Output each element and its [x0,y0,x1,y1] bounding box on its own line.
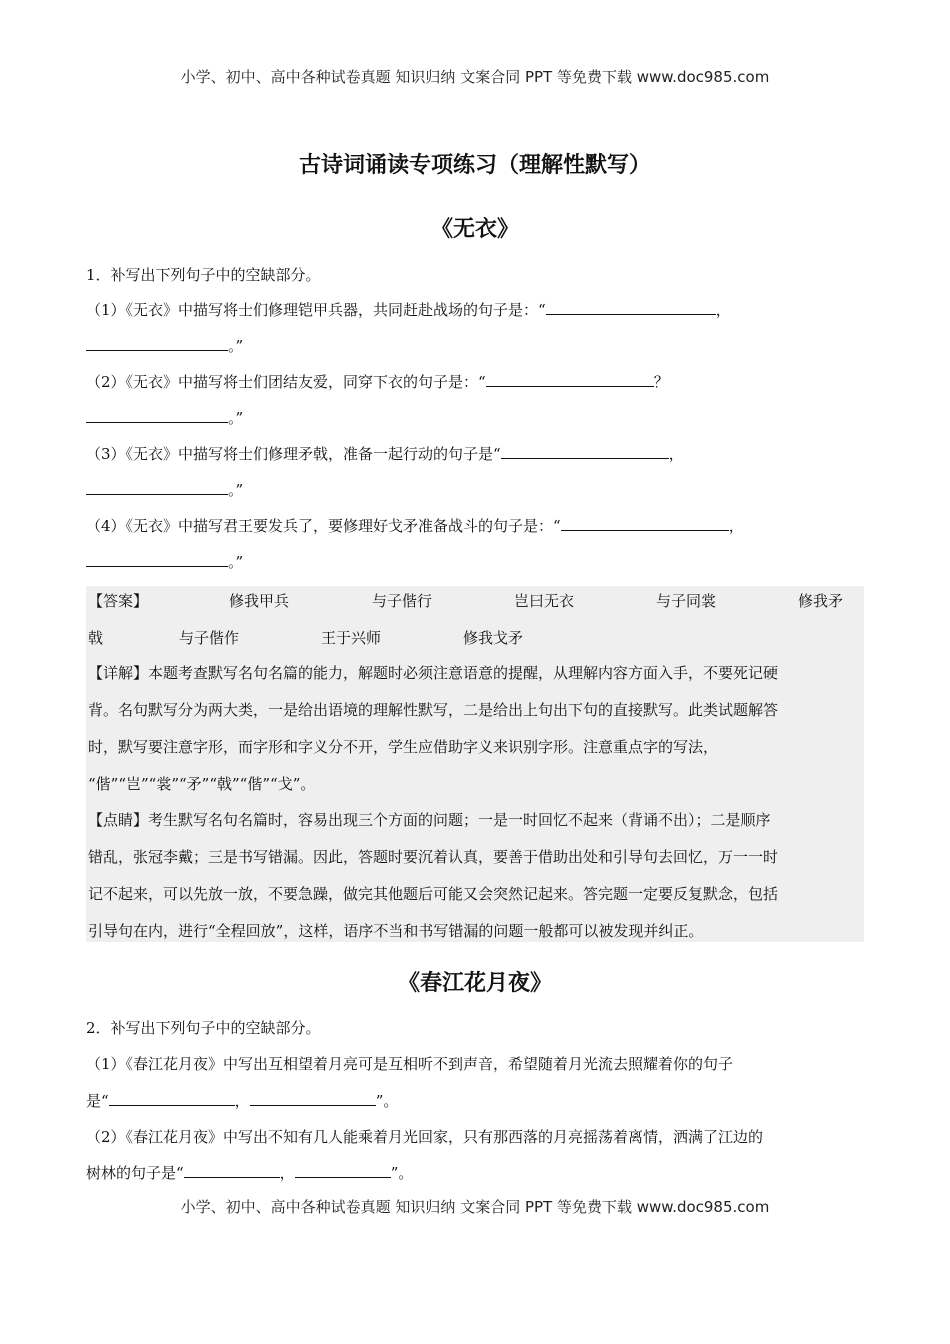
tip-line: 【点睛】考生默写名句名篇时，容易出现三个方面的问题；一是一时回忆不起来（背诵不出）；二是顺序 [88,811,771,829]
answer-blank[interactable] [546,300,716,315]
answer-blank[interactable] [501,444,669,459]
question-2-item-1-line2: 是“ ， ”。 [86,1092,399,1110]
answer-blank[interactable] [295,1163,391,1178]
page-title: 古诗词诵读专项练习（理解性默写） [298,153,651,178]
question-1-item-4: （4）《无衣》中描写君王要发兵了，要修理好戈矛准备战斗的句子是：“ ， [86,517,744,535]
detail-line: “偕”“岂”“裳”“矛”“戟”“偕”“戈”。 [88,775,316,793]
answer-item: 修我甲兵 [229,592,290,610]
section-heading-wuyi: 《无衣》 [430,217,519,242]
question-1-item-1: （1）《无衣》中描写将士们修理铠甲兵器，共同赶赴战场的句子是：“ ， [86,301,731,319]
answer-item: 戟 [88,629,104,647]
answer-blank[interactable] [109,1091,235,1106]
question-2-item-2: （2）《春江花月夜》中写出不知有几人能乘着月光回家，只有那西落的月亮摇荡着离情，洒满了江边的 [86,1128,764,1146]
question-1-item-3: （3）《无衣》中描写将士们修理矛戟，准备一起行动的句子是“ ， [86,445,684,463]
detail-line: 【详解】本题考查默写名句名篇的能力，解题时必须注意语意的提醒，从理解内容方面入手，不要死记硬 [88,664,779,682]
question-1-stem: 1．补写出下列句子中的空缺部分。 [86,266,321,284]
answer-item: 与子偕作 [179,629,240,647]
tip-line: 错乱，张冠李戴；三是书写错漏。因此，答题时要沉着认真，要善于借助出处和引导句去回忆，万一一时 [88,848,779,866]
question-1-item-2: （2）《无衣》中描写将士们团结友爱，同穿下衣的句子是：“ ？ [86,373,669,391]
answer-label: 【答案】 [88,592,149,610]
answer-blank[interactable] [486,372,654,387]
answer-item: 修我戈矛 [463,629,524,647]
page-footer: 小学、初中、高中各种试卷真题 知识归纳 文案合同 PPT 等免费下载 www.doc985.com [180,1198,770,1216]
question-2-stem: 2．补写出下列句子中的空缺部分。 [86,1019,321,1037]
tip-line: 记不起来，可以先放一放，不要急躁，做完其他题后可能又会突然记起来。答完题一定要反复默念，包括 [88,885,779,903]
answer-blank[interactable] [184,1163,280,1178]
answer-item: 王于兴师 [321,629,382,647]
section-heading-chunjiang: 《春江花月夜》 [397,971,552,996]
detail-line: 背。名句默写分为两大类，一是给出语境的理解性默写，二是给出上句出下句的直接默写。此类试题解答 [88,701,779,719]
answer-blank[interactable] [561,516,729,531]
answer-item: 与子同裳 [656,592,717,610]
question-2-item-2-line2: 树林的句子是“ ， ”。 [86,1164,414,1182]
question-2-item-1: （1）《春江花月夜》中写出互相望着月亮可是互相听不到声音，希望随着月光流去照耀着你的句子 [86,1055,734,1073]
answer-blank[interactable] [86,480,228,495]
answer-blank[interactable] [250,1091,376,1106]
answer-item: 岂曰无衣 [514,592,575,610]
question-1-item-3-line2: 。” [86,480,243,500]
tip-line: 引导句在内，进行“全程回放”，这样，语序不当和书写错漏的问题一般都可以被发现并纠正。 [88,922,704,940]
answer-blank[interactable] [86,336,228,351]
answer-item: 修我矛 [798,592,844,610]
answer-blank[interactable] [86,552,228,567]
answer-item: 与子偕行 [372,592,433,610]
detail-line: 时，默写要注意字形，而字形和字义分不开，学生应借助字义来识别字形。注意重点字的写法， [88,738,719,756]
question-1-item-4-line2: 。” [86,552,243,572]
question-1-item-2-line2: 。” [86,408,243,428]
answer-blank[interactable] [86,408,228,423]
question-1-item-1-line2: 。” [86,336,243,356]
page-header: 小学、初中、高中各种试卷真题 知识归纳 文案合同 PPT 等免费下载 www.doc985.com [180,68,770,86]
